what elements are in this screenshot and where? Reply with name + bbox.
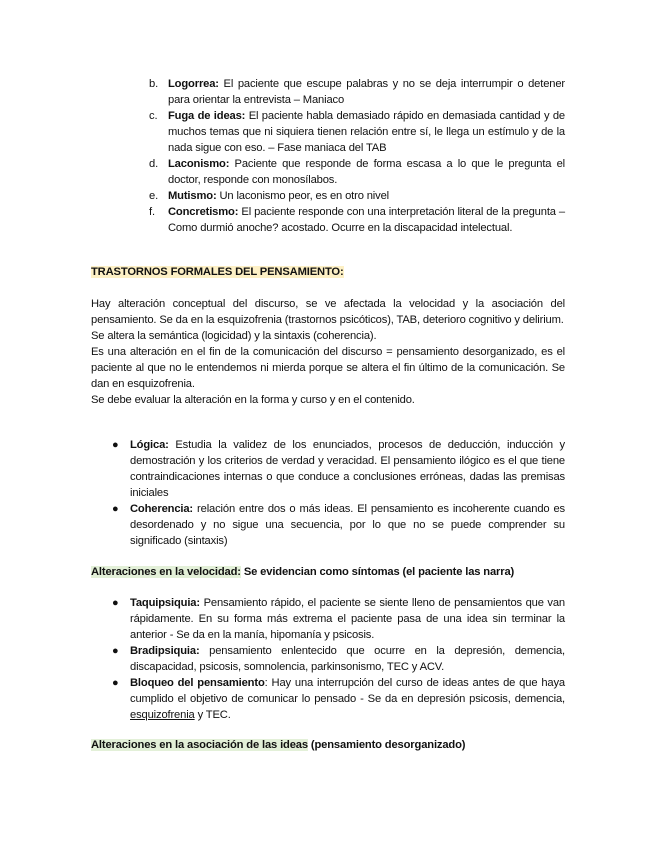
list-item [112, 595, 565, 643]
item-text: Paciente que responde de forma escasa a lo que le pregunta el doctor, responde con monosílabos. [168, 158, 565, 186]
item-text: Estudia la validez de los enunciados, procesos de deducción, inducción y demostración y los criterios de verdad y veracidad. El pensamiento ilógico es el que tiene contraindicaciones internas o que conduce a conclusiones erróneas, dadas las premisas iniciales [130, 439, 565, 499]
bullet-icon: ● [112, 597, 119, 609]
term: Concretismo: [168, 206, 239, 218]
list-item [112, 437, 565, 501]
paragraph: Se debe evaluar la alteración en la forma y curso y en el contenido. [91, 394, 415, 406]
term: Bloqueo del pensamiento [130, 677, 265, 689]
item-text: El paciente que escupe palabras y no se deja interrumpir o detener para orientar la entrevista – Maniaco [168, 78, 565, 106]
term: Coherencia: [130, 503, 194, 515]
bullet-icon: ● [112, 439, 119, 451]
heading-rest: (pensamiento desorganizado) [310, 739, 466, 751]
list-marker: c. [149, 110, 158, 122]
section-heading-velocidad [91, 564, 514, 580]
list-item [112, 675, 565, 723]
item-text: El paciente responde con una interpretación literal de la pregunta – Como durmió anoche? acostado. Ocurre en la discapacidad intelectual. [168, 206, 565, 234]
item-text: pensamiento enlentecido que ocurre en la depresión, demencia, discapacidad, psicosis, somnolencia, parkinsonismo, TEC y ACV. [130, 645, 565, 673]
list-marker: b. [149, 78, 159, 90]
item-text: relación entre dos o más ideas. El pensamiento es incoherente cuando es desordenado y no sigue una secuencia, por lo que no se puede comprender su significado (sintaxis) [130, 503, 565, 547]
list-marker: f. [149, 206, 155, 218]
heading-highlight: Alteraciones en la velocidad: [91, 566, 241, 578]
section-heading-asociacion [91, 737, 465, 753]
heading-rest: Se evidencian como síntomas (el paciente las narra) [243, 566, 515, 578]
bullet-list-logica [112, 437, 565, 549]
list-item [149, 156, 565, 188]
intro-paragraphs [91, 296, 565, 408]
list-item [149, 108, 565, 156]
list-item [149, 76, 565, 108]
item-text: El paciente habla demasiado rápido en demasiada cantidad y de muchos temas que ni siquiera tienen relación entre sí, le llega un estímulo y de la nada sigue con eso. – Fase maniaca del TAB [168, 110, 565, 154]
bullet-icon: ● [112, 677, 119, 689]
bullet-icon: ● [112, 645, 119, 657]
term: Laconismo: [168, 158, 230, 170]
list-marker: d. [149, 158, 159, 170]
item-text: Pensamiento rápido, el paciente se siente lleno de pensamientos que van rápidamente. En su forma más extrema el paciente pasa de una idea sin terminar la anterior - Se da en la manía, hipomanía y psicosis. [130, 597, 565, 641]
list-marker: e. [149, 190, 159, 202]
term: Fuga de ideas: [168, 110, 246, 122]
term: Taquipsiquia: [130, 597, 200, 609]
lettered-list [149, 76, 565, 236]
bullet-icon: ● [112, 503, 119, 515]
list-item [149, 188, 565, 204]
term: Logorrea: [168, 78, 219, 90]
section-heading-formales [91, 264, 344, 280]
list-item [112, 501, 565, 549]
term: Lógica: [130, 439, 169, 451]
paragraph: Hay alteración conceptual del discurso, se ve afectada la velocidad y la asociación del pensamiento. Se da en la esquizofrenia (trastornos psicóticos), TAB, deterioro cognitivo y delirium. [91, 298, 565, 326]
item-text-end: y TEC. [194, 709, 231, 721]
heading-highlight: Alteraciones en la asociación de las ideas [91, 739, 308, 751]
heading-text: TRASTORNOS FORMALES DEL PENSAMIENTO: [91, 266, 344, 278]
paragraph: Es una alteración en el fin de la comunicación del discurso = pensamiento desorganizado, es el paciente al que no le entendemos ni mierda porque se altera el fin último de la comunicación. Se dan en esquizofrenia. [91, 346, 565, 390]
term: Bradipsiquia: [130, 645, 200, 657]
list-item [149, 204, 565, 236]
term: Mutismo: [168, 190, 217, 202]
bullet-list-velocidad [112, 595, 565, 723]
item-text: Un laconismo peor, es en otro nivel [219, 190, 389, 202]
item-text: : Hay una interrupción del curso de ideas antes de que haya cumplido el objetivo de comunicar lo pensado - Se da en depresión psicosis, demencia, [130, 677, 565, 705]
underlined-term: esquizofrenia [130, 709, 195, 721]
list-item [112, 643, 565, 675]
paragraph: Se altera la semántica (logicidad) y la sintaxis (coherencia). [91, 330, 377, 342]
